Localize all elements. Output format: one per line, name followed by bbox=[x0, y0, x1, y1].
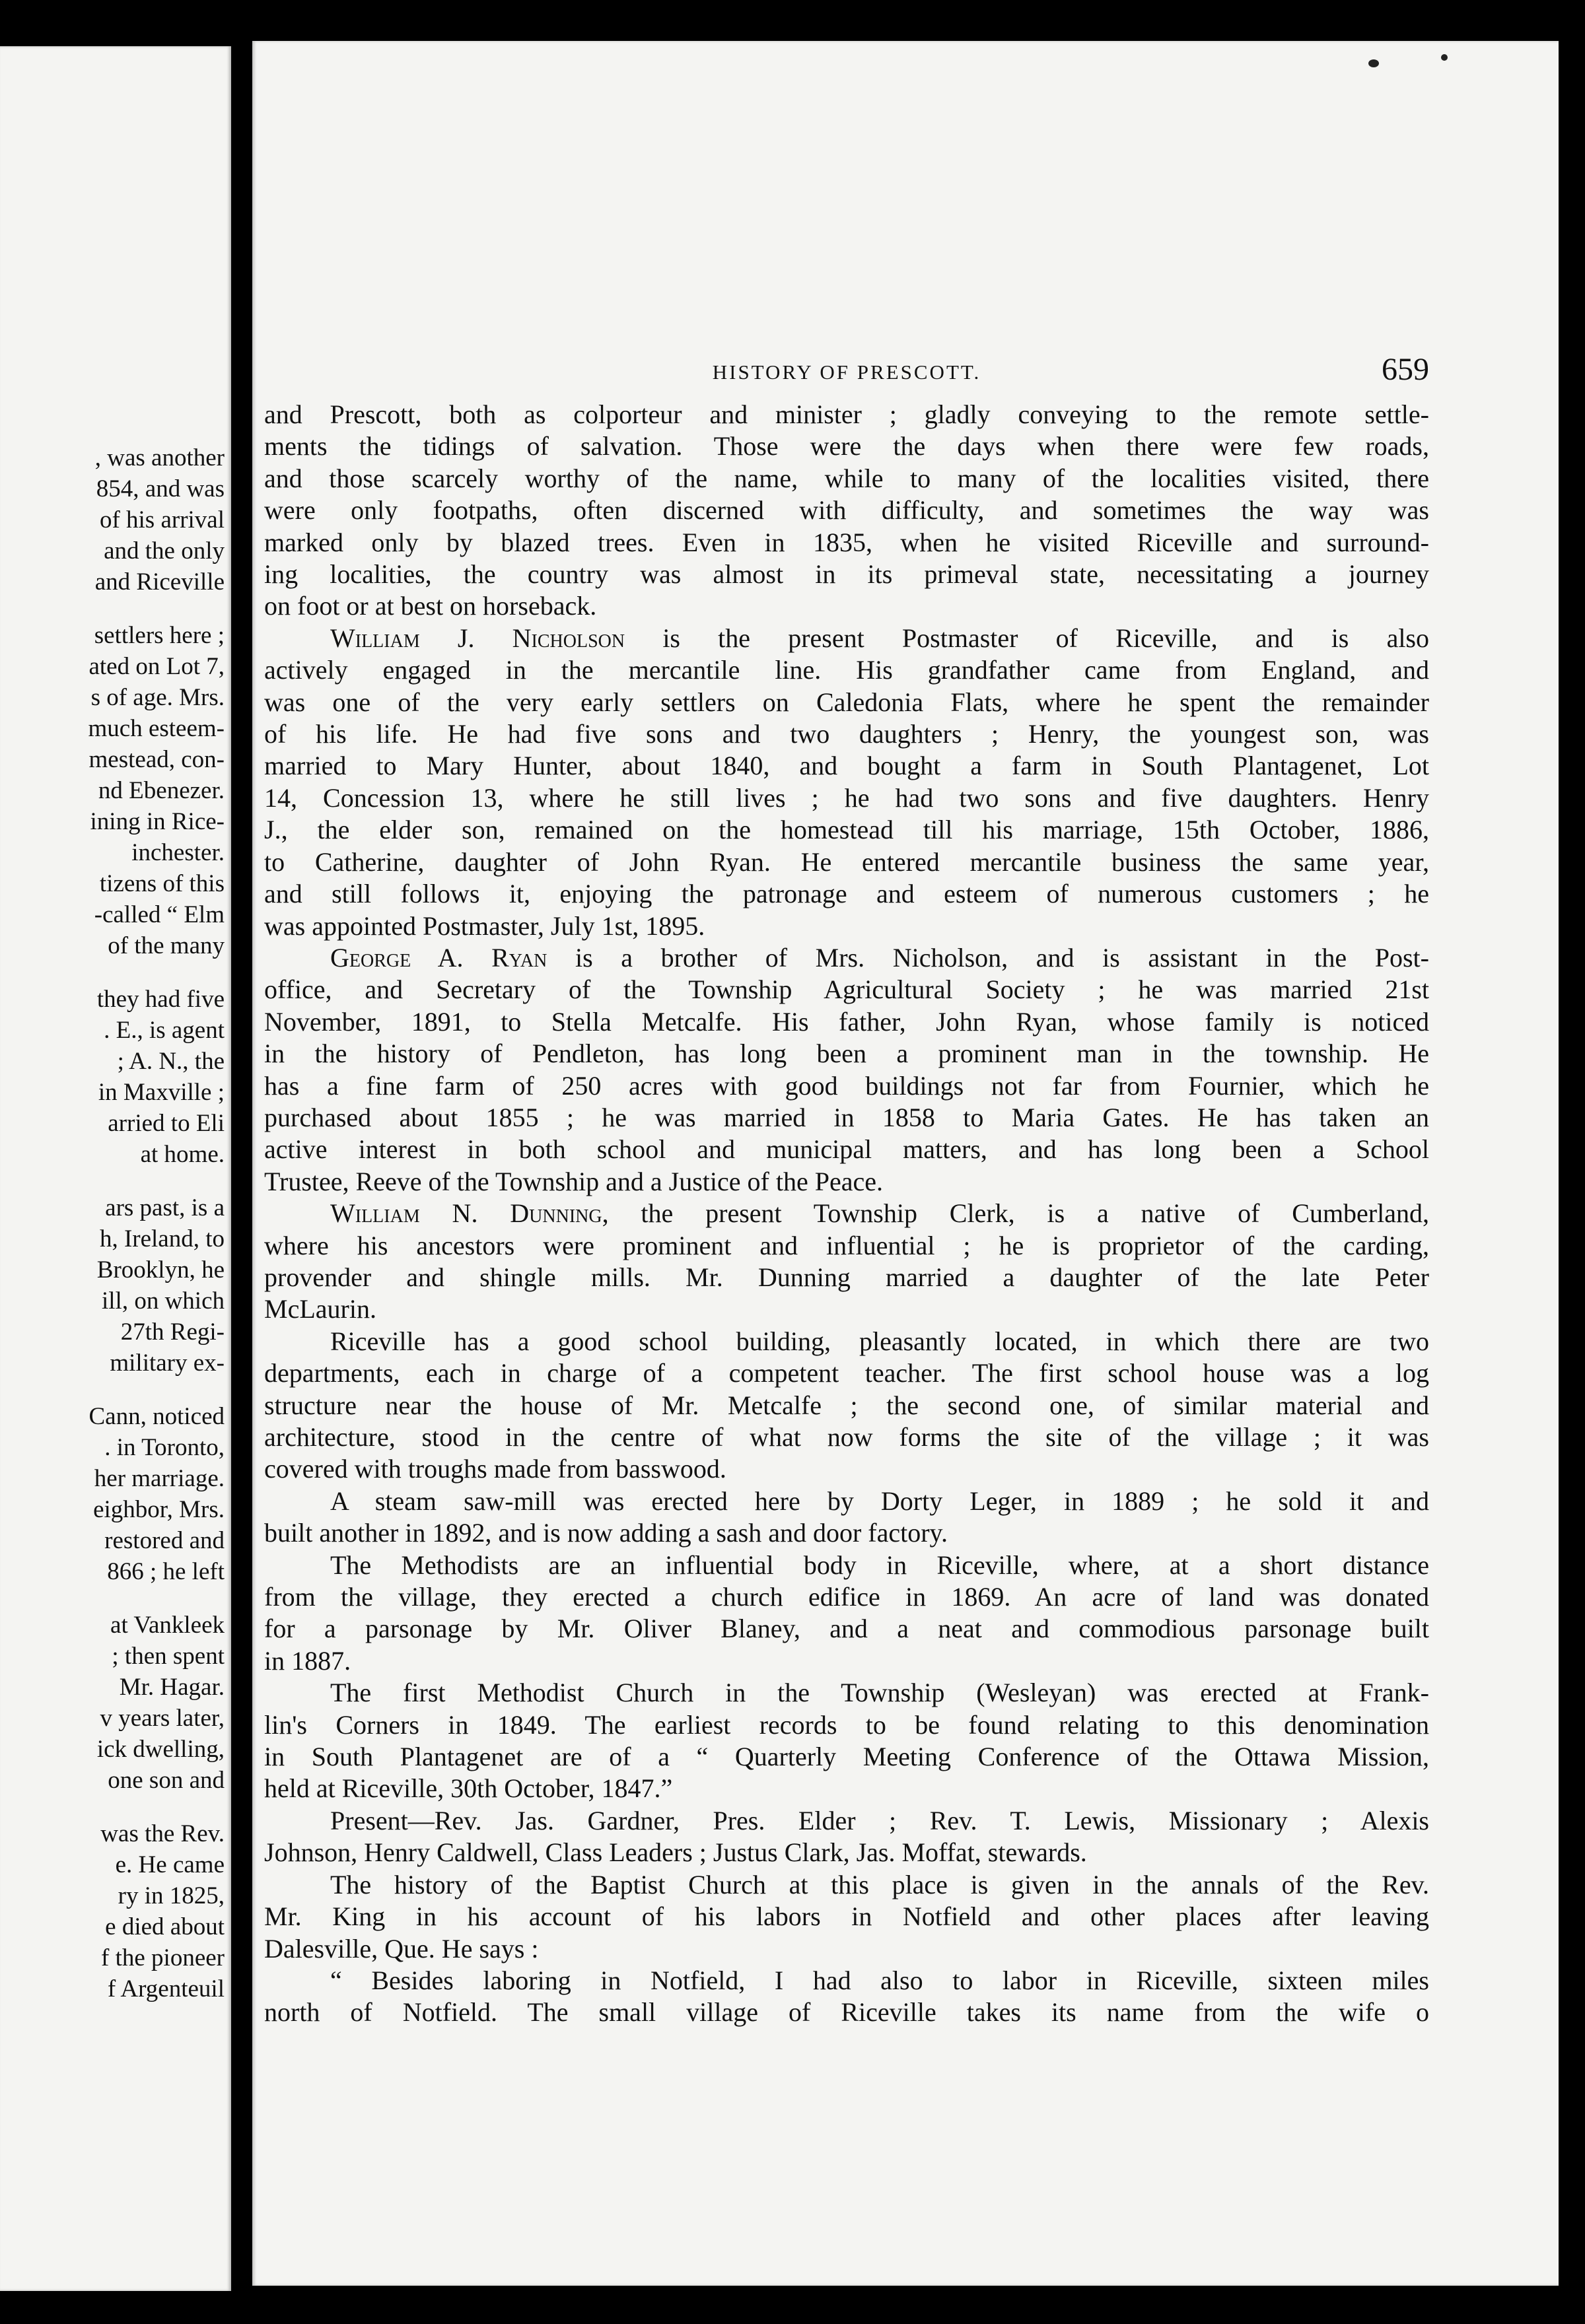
page-header bbox=[264, 346, 1429, 388]
left-column-line: -called “ Elm bbox=[94, 901, 225, 928]
left-column-line: Mr. Hagar. bbox=[119, 1674, 225, 1701]
left-column-line: settlers here ; bbox=[94, 622, 225, 649]
left-column-line: arried to Eli bbox=[108, 1110, 225, 1137]
body-line: departments, each in charge of a competent teacher. The first school house was a log bbox=[264, 1358, 1429, 1388]
left-column-line: inchester. bbox=[131, 839, 225, 866]
body-line: for a parsonage by Mr. Oliver Blaney, and a neat and commodious parsonage built bbox=[264, 1614, 1429, 1644]
body-line: J., the elder son, remained on the homestead till his marriage, 15th October, 1886, bbox=[264, 815, 1429, 845]
body-line: November, 1891, to Stella Metcalfe. His father, John Ryan, whose family is noticed bbox=[264, 1006, 1429, 1037]
body-line: Dalesville, Que. He says : bbox=[264, 1933, 539, 1964]
body-line: “ Besides laboring in Notfield, I had also to labor in Riceville, sixteen miles bbox=[330, 1965, 1429, 1995]
line-text: is a brother of Mrs. Nicholson, and is assistant in the Post- bbox=[547, 942, 1429, 973]
name-lead: George A. Ryan bbox=[330, 942, 547, 973]
line-text: is the present Postmaster of Riceville, and is also bbox=[625, 623, 1429, 653]
body-line: and Prescott, both as colporteur and minister ; gladly conveying to the remote settle- bbox=[264, 399, 1429, 429]
body-line: ments the tidings of salvation. Those were the days when there were few roads, bbox=[264, 431, 1429, 461]
body-line: Riceville has a good school building, pleasantly located, in which there are two bbox=[330, 1326, 1429, 1356]
left-column-line: eighbor, Mrs. bbox=[93, 1496, 225, 1523]
body-line: 14, Concession 13, where he still lives ; he had two sons and five daughters. Henry bbox=[264, 782, 1429, 813]
left-column-line: restored and bbox=[104, 1527, 225, 1554]
left-column-line: nd Ebenezer. bbox=[98, 777, 225, 804]
left-column-line: tizens of this bbox=[99, 870, 225, 897]
left-column-line: ; A. N., the bbox=[117, 1048, 225, 1075]
name-lead: William J. Nicholson bbox=[330, 623, 625, 653]
body-line: Trustee, Reeve of the Township and a Justice of the Peace. bbox=[264, 1166, 883, 1196]
body-line: A steam saw-mill was erected here by Dorty Leger, in 1889 ; he sold it and bbox=[330, 1486, 1429, 1516]
left-column-line: ining in Rice- bbox=[90, 808, 225, 835]
left-column-line: one son and bbox=[108, 1767, 225, 1794]
left-column-line: h, Ireland, to bbox=[99, 1225, 225, 1252]
body-line: on foot or at best on horseback. bbox=[264, 591, 597, 621]
body-line: in South Plantagenet are of a “ Quarterly Meeting Conference of the Ottawa Mission, bbox=[264, 1742, 1429, 1772]
body-line: lin's Corners in 1849. The earliest records to be found relating to this denomination bbox=[264, 1709, 1429, 1740]
body-line: was appointed Postmaster, July 1st, 1895. bbox=[264, 910, 705, 941]
body-line bbox=[264, 942, 1429, 974]
line-gap bbox=[0, 598, 225, 620]
body-line: covered with troughs made from basswood. bbox=[264, 1454, 726, 1484]
left-column-line: , was another bbox=[94, 444, 225, 471]
left-column-line: in Maxville ; bbox=[98, 1079, 225, 1106]
body-line bbox=[264, 1198, 1429, 1229]
body-line: to Catherine, daughter of John Ryan. He entered mercantile business the same year, bbox=[264, 846, 1429, 877]
body-line bbox=[264, 623, 1429, 654]
left-column-line: her marriage. bbox=[94, 1465, 225, 1492]
body-line: of his life. He had five sons and two daughters ; Henry, the youngest son, was bbox=[264, 719, 1429, 749]
body-line: architecture, stood in the centre of what now forms the site of the village ; it was bbox=[264, 1422, 1429, 1452]
left-column-line: ick dwelling, bbox=[96, 1736, 225, 1763]
body-line: has a fine farm of 250 acres with good buildings not far from Fournier, which he bbox=[264, 1070, 1429, 1101]
left-column-line: s of age. Mrs. bbox=[90, 684, 225, 711]
body-line: The history of the Baptist Church at this place is given in the annals of the Rev. bbox=[330, 1869, 1429, 1899]
ink-speck bbox=[1441, 54, 1448, 61]
left-column-line: Brooklyn, he bbox=[96, 1256, 225, 1283]
line-gap bbox=[0, 1379, 225, 1401]
left-column-line: ated on Lot 7, bbox=[88, 653, 225, 680]
left-column-line: much esteem- bbox=[88, 715, 225, 742]
body-line: active interest in both school and municipal matters, and has long been a School bbox=[264, 1134, 1429, 1165]
left-column-line: f Argenteuil bbox=[107, 1975, 225, 2002]
body-line: Mr. King in his account of his labors in Notfield and other places after leaving bbox=[264, 1901, 1429, 1932]
body-line: McLaurin. bbox=[264, 1294, 376, 1324]
line-text: , the present Township Clerk, is a native of Cumberland, bbox=[602, 1198, 1429, 1229]
body-line: in the history of Pendleton, has long been a prominent man in the township. He bbox=[264, 1039, 1429, 1069]
left-column-line: f the pioneer bbox=[101, 1944, 225, 1971]
left-column-line: ry in 1825, bbox=[118, 1882, 225, 1909]
body-line: and those scarcely worthy of the name, while to many of the localities visited, there bbox=[264, 463, 1429, 493]
left-column-line: . E., is agent bbox=[104, 1017, 225, 1044]
left-column-line: they had five bbox=[96, 986, 225, 1013]
left-column-line: 27th Regi- bbox=[120, 1318, 225, 1346]
left-column-line: and the only bbox=[104, 537, 225, 564]
body-line: from the village, they erected a church edifice in 1869. An acre of land was donated bbox=[264, 1582, 1429, 1612]
page-number: 659 bbox=[1382, 352, 1429, 387]
name-lead: William N. Dunning bbox=[330, 1198, 602, 1229]
body-line: was one of the very early settlers on Caledonia Flats, where he spent the remainder bbox=[264, 687, 1429, 717]
left-column-line: Cann, noticed bbox=[88, 1403, 225, 1430]
body-line: structure near the house of Mr. Metcalfe ; the second one, of similar material and bbox=[264, 1390, 1429, 1420]
left-page-text-column bbox=[0, 442, 225, 2004]
body-line: The Methodists are an influential body in Riceville, where, at a short distance bbox=[330, 1550, 1429, 1580]
left-column-line: and Riceville bbox=[94, 568, 225, 596]
body-line: where his ancestors were prominent and influential ; he is proprietor of the carding, bbox=[264, 1230, 1429, 1260]
left-column-line: 866 ; he left bbox=[107, 1558, 225, 1585]
line-gap bbox=[0, 1170, 225, 1192]
left-column-line: . in Toronto, bbox=[104, 1434, 225, 1461]
body-line: north of Notfield. The small village of Riceville takes its name from the wife o bbox=[264, 1997, 1429, 2028]
body-line: provender and shingle mills. Mr. Dunning married a daughter of the late Peter bbox=[264, 1262, 1429, 1292]
body-text bbox=[264, 399, 1429, 2029]
body-line: married to Mary Hunter, about 1840, and bought a farm in South Plantagenet, Lot bbox=[264, 751, 1429, 781]
body-line: The first Methodist Church in the Township (Wesleyan) was erected at Frank- bbox=[330, 1678, 1429, 1708]
body-line: purchased about 1855 ; he was married in 1858 to Maria Gates. He has taken an bbox=[264, 1102, 1429, 1132]
body-line: Present—Rev. Jas. Gardner, Pres. Elder ; Rev. T. Lewis, Missionary ; Alexis bbox=[330, 1805, 1429, 1835]
left-column-line: 854, and was bbox=[96, 475, 225, 502]
left-column-line: ill, on which bbox=[101, 1287, 225, 1315]
line-gap bbox=[0, 961, 225, 984]
left-column-line: military ex- bbox=[110, 1350, 225, 1377]
left-column-line: e died about bbox=[105, 1913, 225, 1940]
body-line: held at Riceville, 30th October, 1847.” bbox=[264, 1773, 673, 1804]
body-line: ing localities, the country was almost in its primeval state, necessitating a journey bbox=[264, 559, 1429, 590]
body-line: office, and Secretary of the Township Agricultural Society ; he was married 21st bbox=[264, 974, 1429, 1005]
body-line: were only footpaths, often discerned with difficulty, and sometimes the way was bbox=[264, 495, 1429, 526]
left-column-line: e. He came bbox=[115, 1851, 225, 1878]
body-line: built another in 1892, and is now adding a sash and door factory. bbox=[264, 1518, 948, 1548]
left-column-line: mestead, con- bbox=[88, 746, 225, 773]
right-page bbox=[252, 41, 1559, 2286]
line-gap bbox=[0, 1796, 225, 1818]
line-gap bbox=[0, 1587, 225, 1610]
body-line: actively engaged in the mercantile line. His grandfather came from England, and bbox=[264, 655, 1429, 685]
left-page-fragment bbox=[0, 46, 231, 2291]
body-line: and still follows it, enjoying the patronage and esteem of numerous customers ; he bbox=[264, 879, 1429, 909]
left-column-line: was the Rev. bbox=[100, 1820, 225, 1847]
left-column-line: at Vankleek bbox=[110, 1612, 225, 1639]
running-head: HISTORY OF PRESCOTT. bbox=[712, 360, 981, 384]
left-column-line: ars past, is a bbox=[105, 1194, 225, 1221]
left-column-line: at home. bbox=[140, 1141, 225, 1168]
body-line: in 1887. bbox=[264, 1645, 351, 1676]
left-column-line: of his arrival bbox=[99, 506, 225, 533]
body-line: marked only by blazed trees. Even in 1835, when he visited Riceville and surround- bbox=[264, 527, 1429, 557]
left-column-line: of the many bbox=[108, 932, 225, 959]
left-column-line: v years later, bbox=[100, 1705, 225, 1732]
left-column-line: ; then spent bbox=[112, 1643, 225, 1670]
ink-speck bbox=[1368, 59, 1379, 67]
body-line: Johnson, Henry Caldwell, Class Leaders ; Justus Clark, Jas. Moffat, stewards. bbox=[264, 1837, 1087, 1868]
